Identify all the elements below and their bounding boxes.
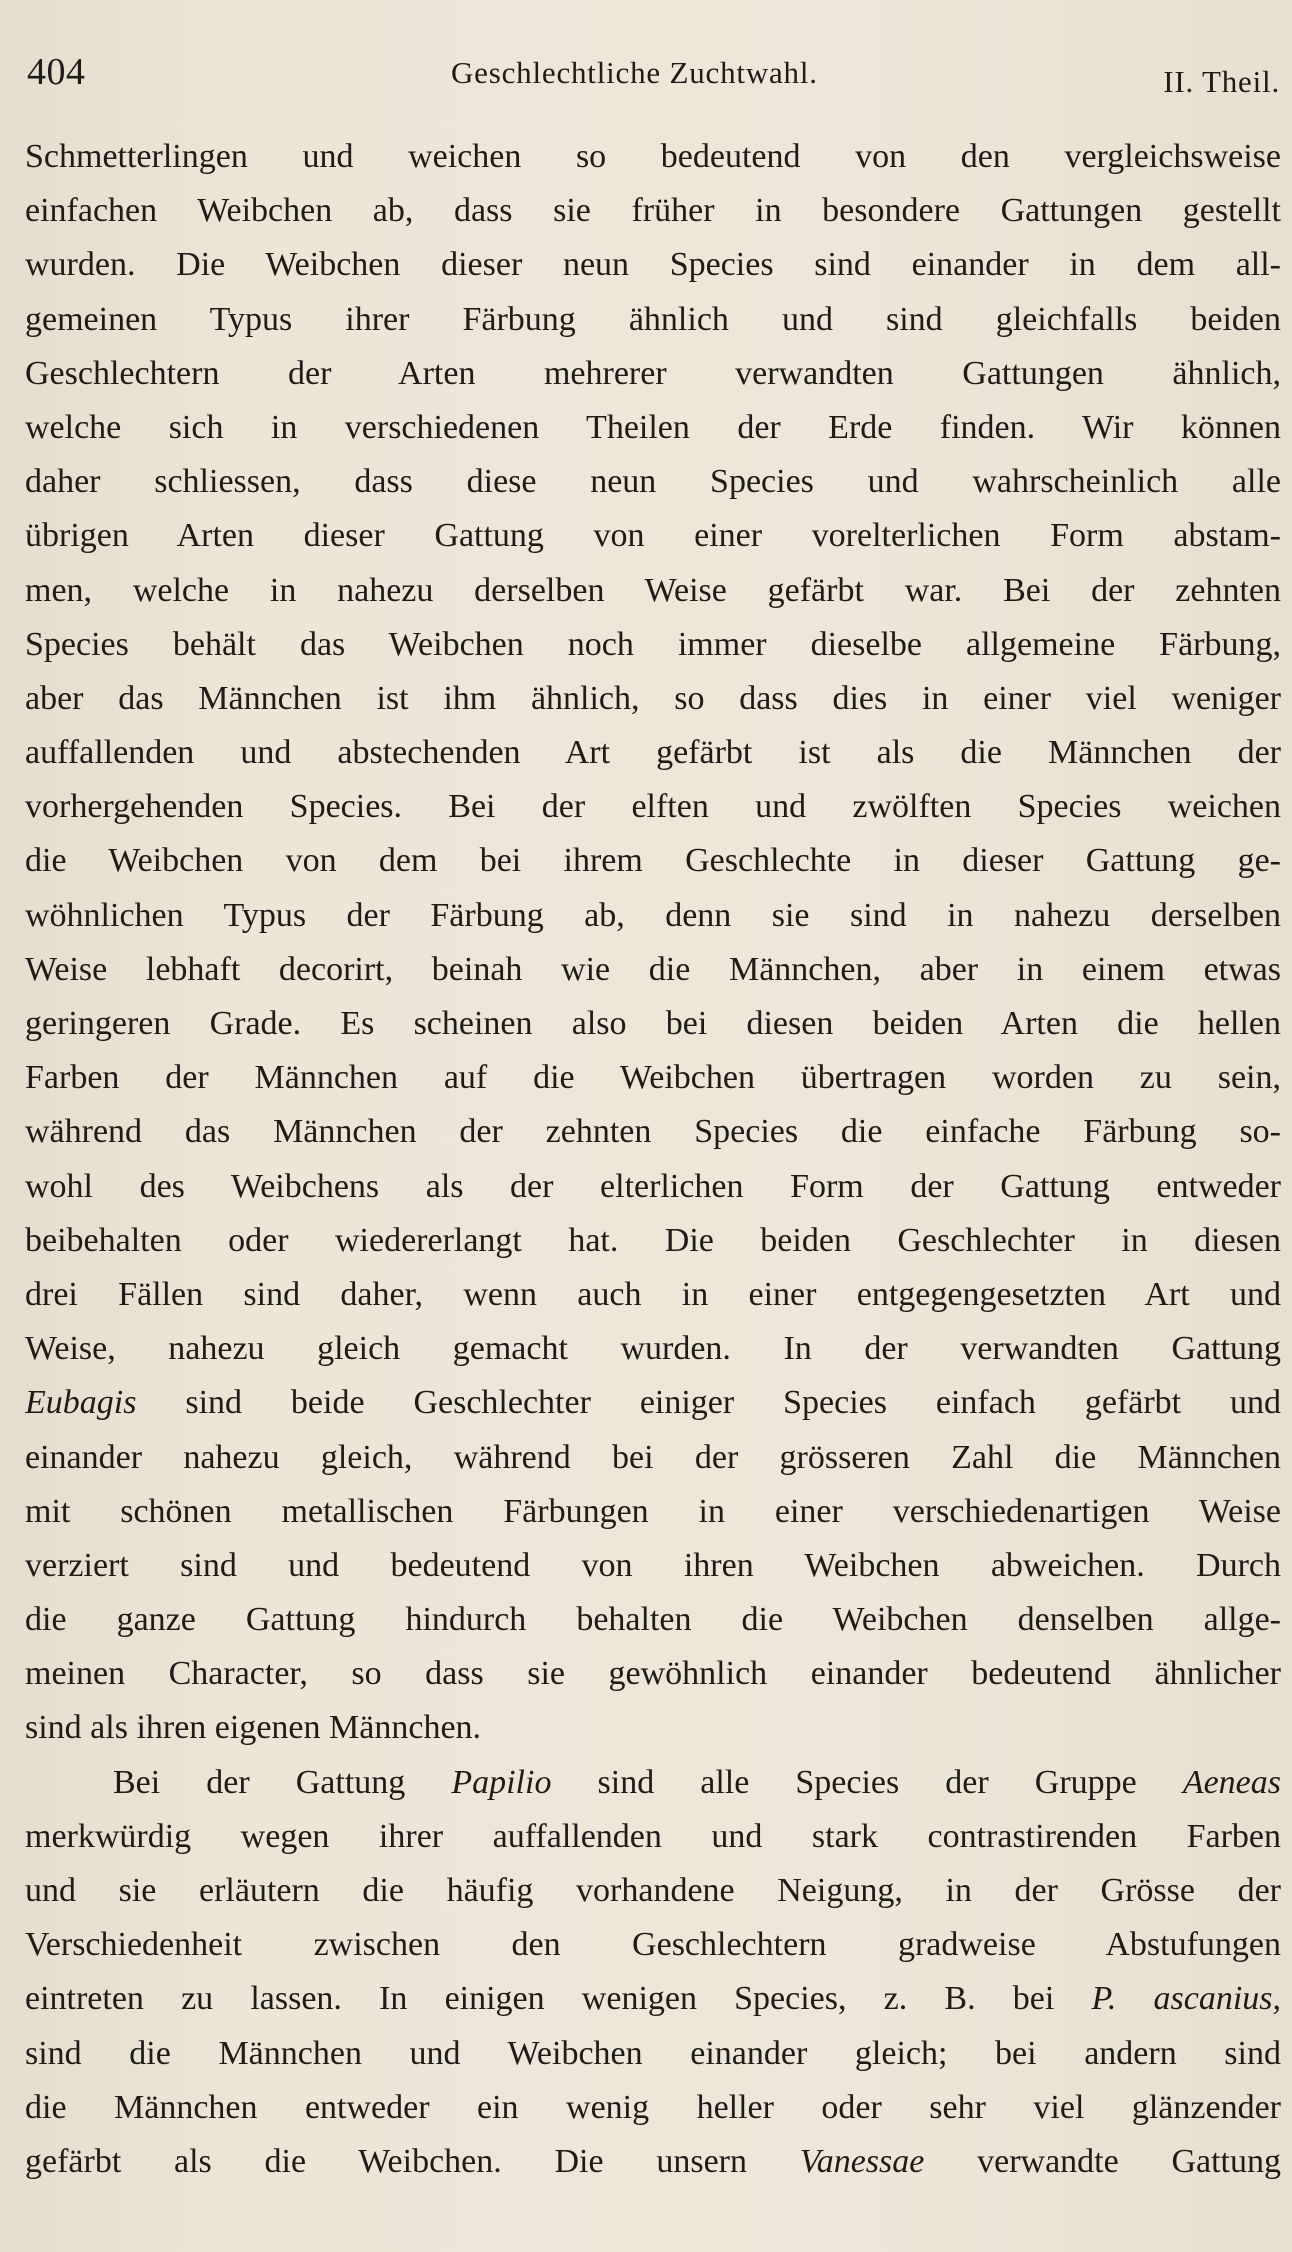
text-line: Farben der Männchen auf die Weibchen übertragen worden zu sein, [25, 1059, 1281, 1097]
text-line: Eubagis sind beide Geschlechter einiger Species einfach gefärbt und [25, 1384, 1281, 1422]
text-line: während das Männchen der zehnten Species die einfache Färbung so- [25, 1113, 1281, 1151]
text-line: meinen Character, so dass sie gewöhnlich einander bedeutend ähnlicher [25, 1655, 1281, 1693]
text-line: aber das Männchen ist ihm ähnlich, so dass dies in einer viel weniger [25, 679, 1281, 717]
genus-name-italic: Eubagis [25, 1384, 137, 1422]
text-line: mit schönen metallischen Färbungen in einer verschiedenartigen Weise [25, 1492, 1281, 1530]
text-line: wurden. Die Weibchen dieser neun Species sind einander in dem all- [25, 246, 1281, 284]
paragraph-last-line: sind als ihren eigenen Männchen. [25, 1709, 482, 1747]
text-line: drei Fällen sind daher, wenn auch in einer entgegengesetzten Art und [25, 1275, 1281, 1313]
text-line: auffallenden und abstechenden Art gefärbt ist als die Männchen der [25, 734, 1281, 772]
text-line: welche sich in verschiedenen Theilen der Erde finden. Wir können [25, 408, 1281, 446]
text-line: men, welche in nahezu derselben Weise gefärbt war. Bei der zehnten [25, 571, 1281, 609]
genus-name-italic: Vanessae [799, 2142, 925, 2180]
text-line: gemeinen Typus ihrer Färbung ähnlich und sind gleichfalls beiden [25, 300, 1281, 338]
text-line: einander nahezu gleich, während bei der grösseren Zahl die Männchen [25, 1438, 1281, 1476]
species-name-italic: P. ascanius, [1091, 1980, 1281, 2018]
text-line: gefärbt als die Weibchen. Die unsern Vanessae verwandte Gattung [25, 2142, 1281, 2180]
text-line: und sie erläutern die häufig vorhandene Neigung, in der Grösse der [25, 1872, 1281, 1909]
text-line: wöhnlichen Typus der Färbung ab, denn sie sind in nahezu derselben [25, 896, 1281, 934]
running-title: Geschlechtliche Zuchtwahl. [451, 55, 818, 90]
text-line: einfachen Weibchen ab, dass sie früher in besondere Gattungen gestellt [25, 192, 1281, 230]
page-number: 404 [27, 51, 86, 93]
group-name-italic: Aeneas [1182, 1763, 1281, 1801]
text-line: Verschiedenheit zwischen den Geschlechtern gradweise Abstufungen [25, 1926, 1281, 1964]
text-line: Weise, nahezu gleich gemacht wurden. In der verwandten Gattung [25, 1330, 1281, 1368]
text-line: vorhergehenden Species. Bei der elften und zwölften Species weichen [25, 788, 1281, 826]
body-text [25, 130, 1281, 2189]
text-line: Geschlechtern der Arten mehrerer verwandten Gattungen ähnlich, [25, 354, 1281, 392]
text-line: Weise lebhaft decorirt, beinah wie die Männchen, aber in einem etwas [25, 950, 1281, 988]
text-line: die Weibchen von dem bei ihrem Geschlechte in dieser Gattung ge- [25, 842, 1281, 880]
text-line: Species behält das Weibchen noch immer dieselbe allgemeine Färbung, [25, 625, 1281, 663]
text-line: die Männchen entweder ein wenig heller oder sehr viel glänzender [25, 2088, 1281, 2126]
part-label: II. Theil. [1163, 64, 1280, 99]
paragraph-first-line: Bei der Gattung Papilio sind alle Species der Gruppe Aeneas [113, 1763, 1281, 1801]
text-line: eintreten zu lassen. In einigen wenigen Species, z. B. bei P. ascanius, [25, 1980, 1281, 2018]
text-line: sind die Männchen und Weibchen einander gleich; bei andern sind [25, 2034, 1281, 2072]
text-line: die ganze Gattung hindurch behalten die Weibchen denselben allge- [25, 1601, 1281, 1639]
genus-name-italic: Papilio [451, 1763, 552, 1801]
text-line: daher schliessen, dass diese neun Species und wahrscheinlich alle [25, 463, 1281, 501]
text-line: wohl des Weibchens als der elterlichen Form der Gattung entweder [25, 1167, 1281, 1205]
text-line: übrigen Arten dieser Gattung von einer vorelterlichen Form abstam- [25, 517, 1281, 555]
text-line: merkwürdig wegen ihrer auffallenden und stark contrastirenden Farben [25, 1817, 1281, 1855]
text-line: Schmetterlingen und weichen so bedeutend von den vergleichsweise [25, 138, 1281, 175]
page-header [27, 44, 1280, 100]
text-line: verziert sind und bedeutend von ihren Weibchen abweichen. Durch [25, 1546, 1281, 1584]
text-line: beibehalten oder wiedererlangt hat. Die beiden Geschlechter in diesen [25, 1221, 1281, 1259]
text-line: geringeren Grade. Es scheinen also bei diesen beiden Arten die hellen [25, 1005, 1281, 1042]
